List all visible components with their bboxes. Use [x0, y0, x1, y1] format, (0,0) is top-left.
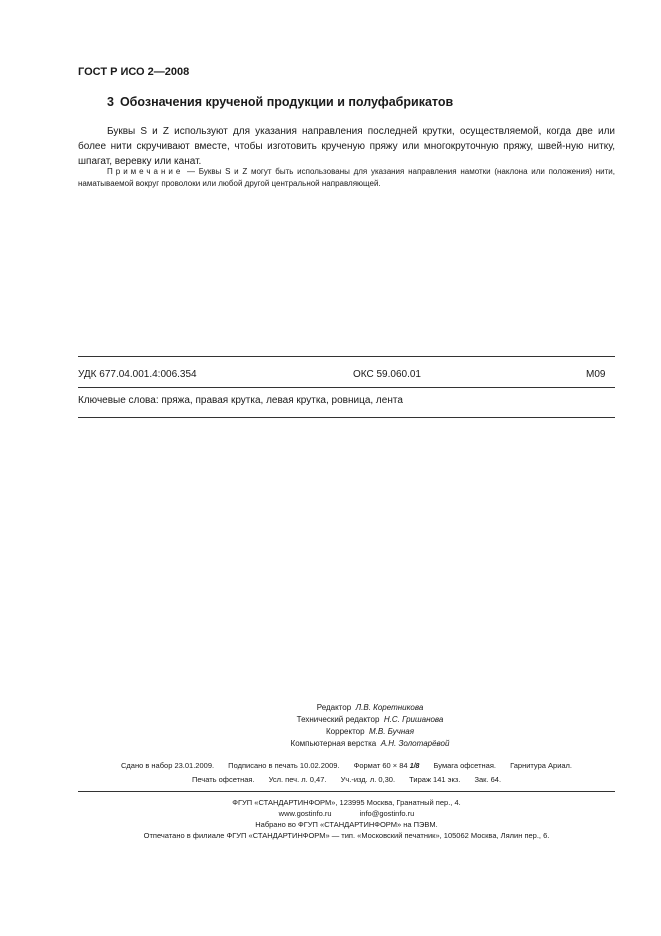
publisher-address: ФГУП «СТАНДАРТИНФОРМ», 123995 Москва, Гранатный пер., 4.: [232, 798, 461, 807]
imprint-row-2: Печать офсетная. Усл. печ. л. 0,47. Уч.-изд. л. 0,30. Тираж 141 экз. Зак. 64.: [191, 775, 502, 784]
section-heading: [107, 95, 453, 109]
divider-top: [78, 356, 615, 357]
keywords: Ключевые слова: пряжа, правая крутка, левая крутка, ровница, лента: [78, 395, 403, 406]
divider-bottom: [78, 417, 615, 418]
udk-code: УДК 677.04.001.4:006.354: [78, 369, 197, 380]
credit-editor: Редактор Л.В. Коретникова: [316, 703, 424, 712]
standard-code: ГОСТ Р ИСО 2—2008: [78, 66, 190, 78]
section-title: Обозначения крученой продукции и полуфабрикатов: [119, 95, 454, 109]
group-code: М09: [586, 369, 606, 380]
credit-tech-editor: Технический редактор Н.С. Гришанова: [296, 715, 444, 724]
note-text: — Буквы S и Z могут быть использованы для указания направления намотки (наклона или положения) нити, наматываемой вокруг проволоки или любой другой центральной направляющей.: [78, 167, 615, 188]
credits-block: [200, 702, 540, 750]
oks-code: ОКС 59.060.01: [353, 369, 421, 380]
format-fraction: 1/8: [409, 763, 420, 770]
credit-proofreader: Корректор М.В. Бучная: [326, 727, 414, 736]
imprint-row-1: Сдано в набор 23.01.2009. Подписано в печать 10.02.2009. Формат 60 × 84 1/8 Бумага офсетная. Гарнитура Ариал.: [120, 761, 573, 770]
publisher-contacts: [78, 808, 615, 819]
email-link[interactable]: info@gostinfo.ru: [359, 809, 415, 818]
section-number: 3: [107, 95, 114, 109]
website-link[interactable]: www.gostinfo.ru: [278, 809, 332, 818]
divider-footer: [78, 791, 615, 792]
typeset-info: Набрано во ФГУП «СТАНДАРТИНФОРМ» на ПЭВМ.: [255, 820, 438, 829]
paragraph-text: Буквы S и Z используют для указания направления последней крутки, осуществляемой, когда две или более нити скручивают вместе, чтобы изготовить крученую пряжу или многокруточную пряжу, швей-ную нитку, шпагат, веревку или канат.: [78, 126, 615, 167]
print-info: Отпечатано в филиале ФГУП «СТАНДАРТИНФОРМ» — тип. «Московский печатник», 105062 Москва, Лялин пер., 6.: [143, 831, 550, 840]
publisher-footer: [78, 797, 615, 841]
body-paragraph: [78, 124, 615, 169]
note-label: Примечание: [107, 167, 184, 176]
credit-layout: Компьютерная верстка А.Н. Золотарёвой: [290, 739, 450, 748]
note-block: [78, 166, 615, 190]
divider-middle: [78, 387, 615, 388]
